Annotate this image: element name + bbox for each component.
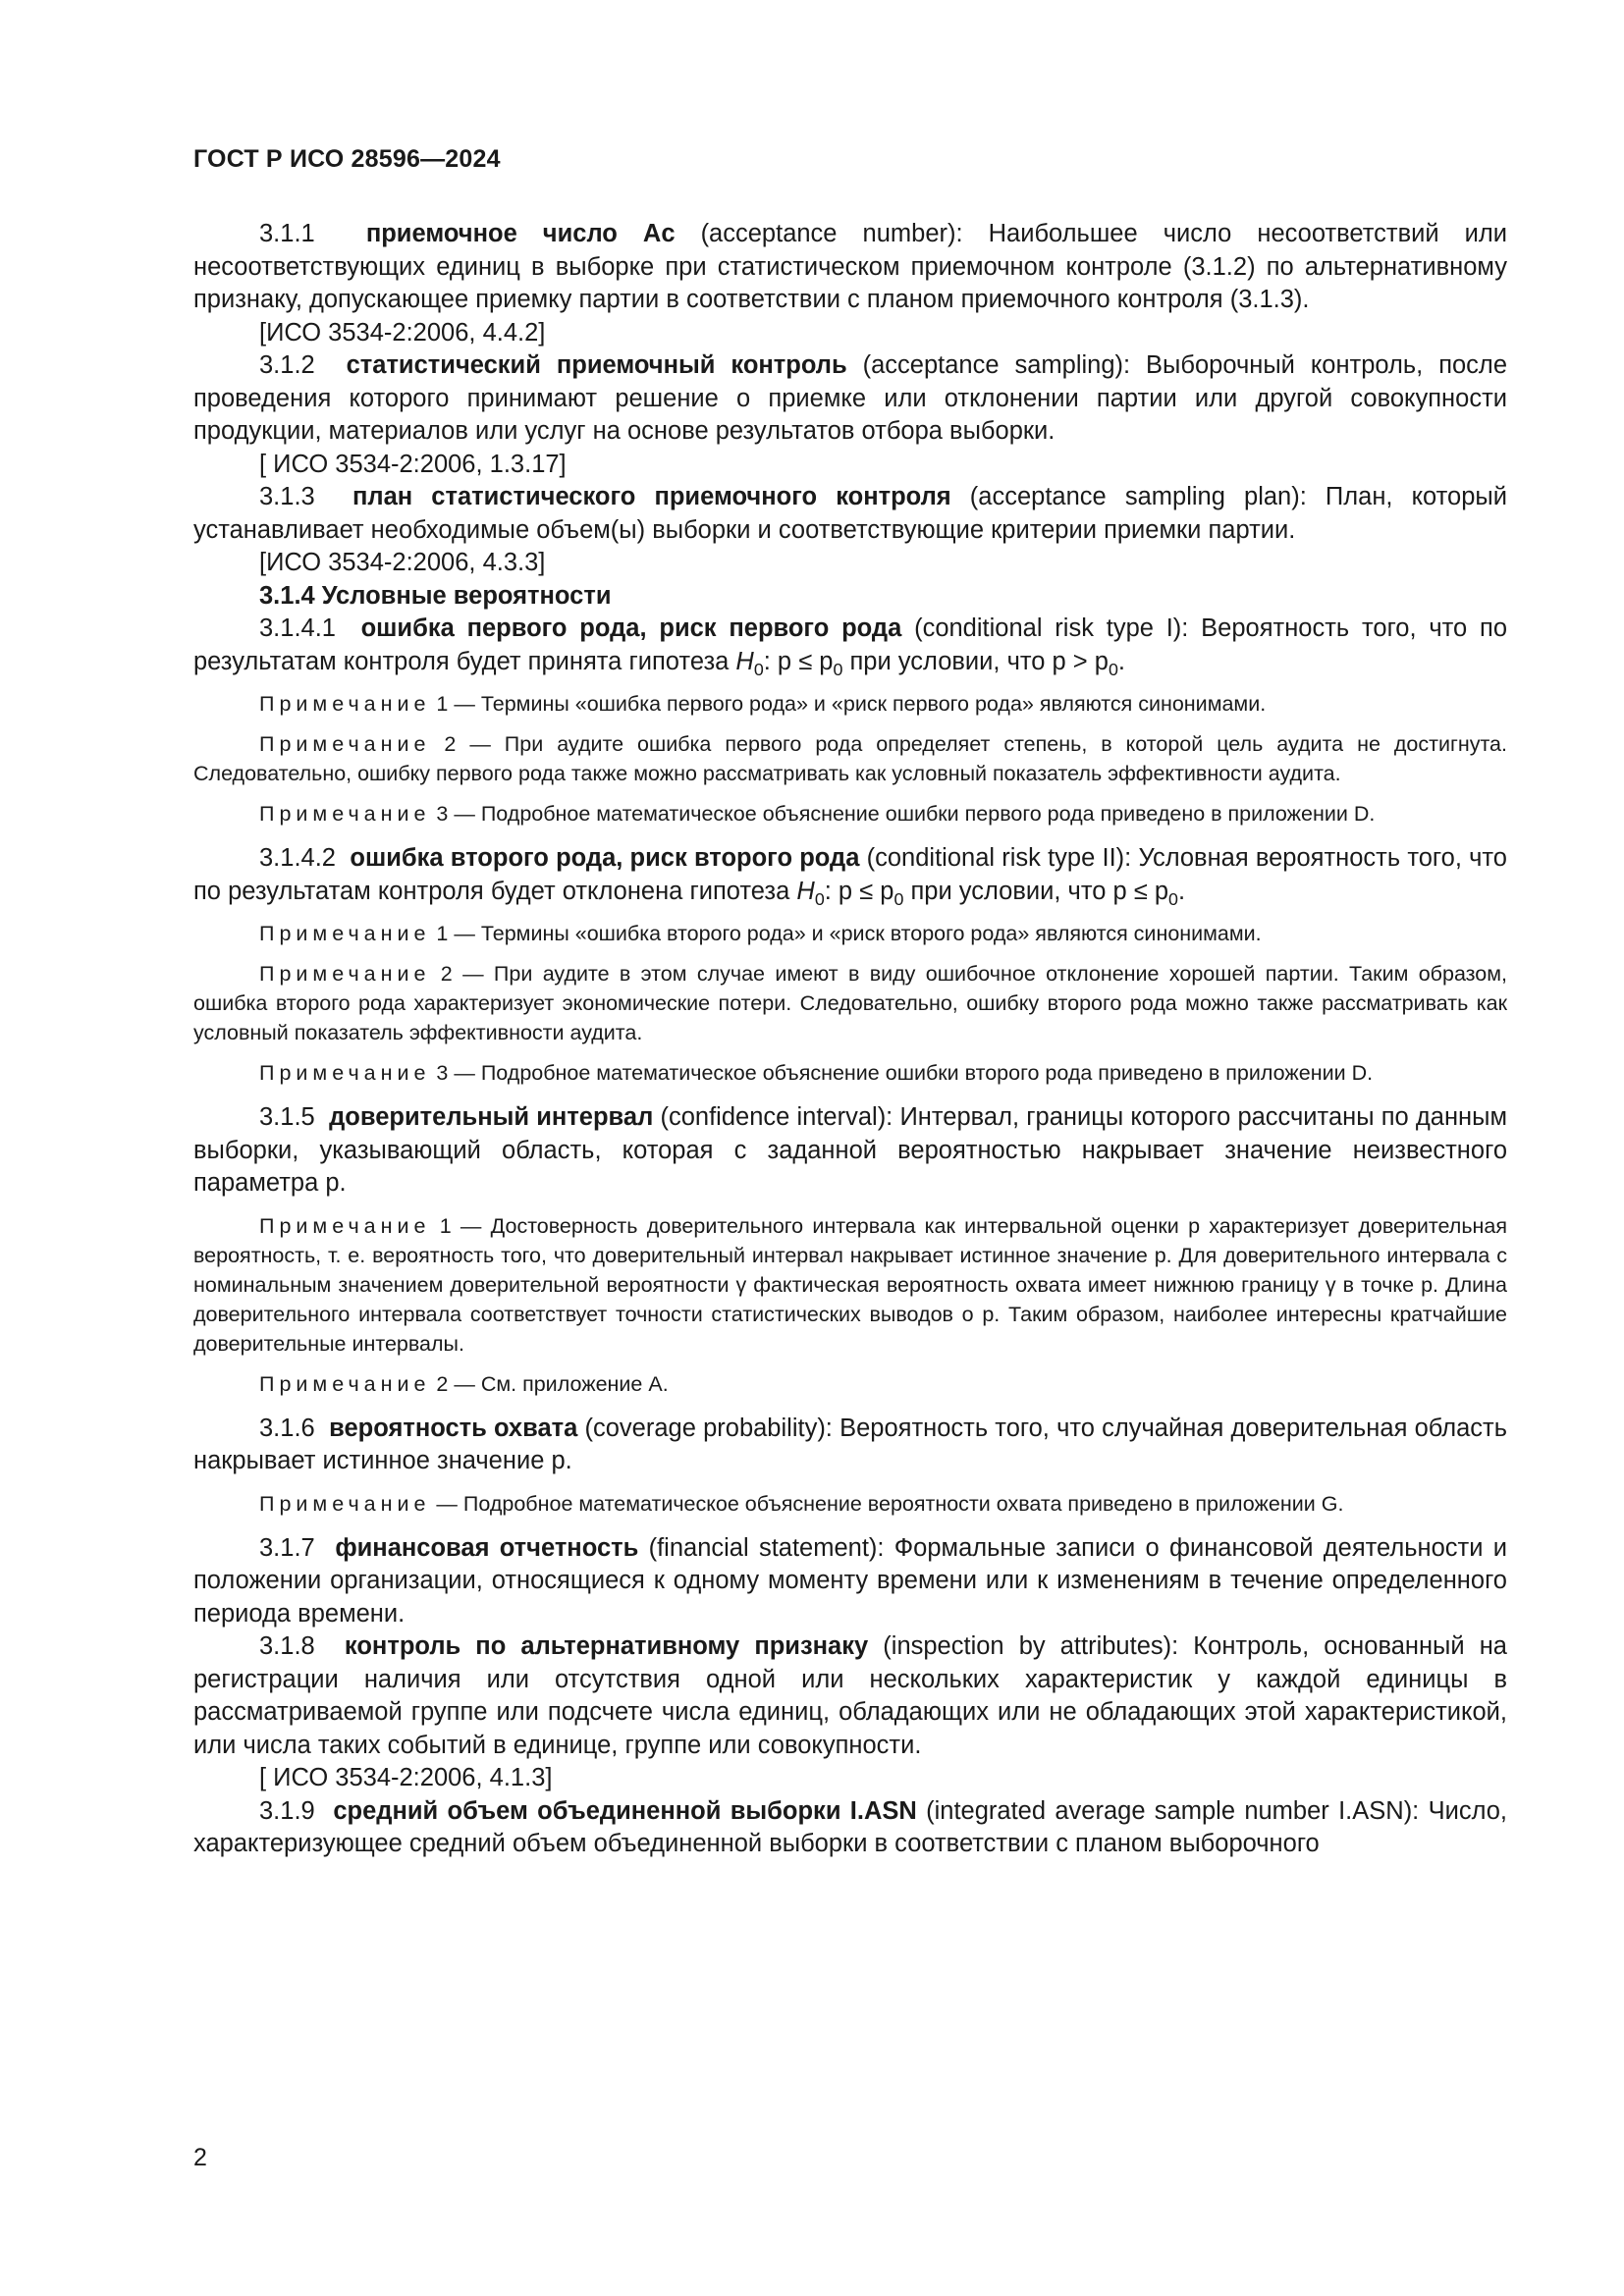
note-text: 1 — Термины «ошибка первого рода» и «риск первого рода» являются синонимами.	[430, 692, 1267, 716]
note-text: 2 — См. приложение А.	[430, 1371, 669, 1396]
term-3-1-2	[193, 349, 1507, 449]
document-header: ГОСТ Р ИСО 28596—2024	[193, 145, 501, 173]
term-number: 3.1.1	[259, 220, 315, 247]
term-3-1-6	[193, 1413, 1507, 1478]
note	[193, 729, 1507, 788]
note	[193, 1211, 1507, 1359]
term-3-1-1	[193, 218, 1507, 317]
note	[193, 799, 1507, 828]
term-title: план статистического приемочного контроля	[352, 483, 951, 510]
term-definition: (acceptance sampling): Выборочный контроль, после проведения которого принимают решение о приемке или отклонении партии или другой совокупности продукции, материалов или услуг на основе результатов отбора выборки.	[193, 351, 1507, 445]
note	[193, 959, 1507, 1047]
term-3-1-7	[193, 1532, 1507, 1631]
term-title: ошибка второго рода, риск второго рода	[350, 844, 860, 872]
note-label: Примечание	[259, 1491, 431, 1516]
note-label: Примечание	[259, 692, 431, 716]
note-text: 3 — Подробное математическое объяснение ошибки первого рода приведено в приложении D.	[430, 802, 1376, 826]
term-number: 3.1.8	[259, 1632, 315, 1660]
term-3-1-8	[193, 1630, 1507, 1762]
source-reference: [ ИСО 3534-2:2006, 1.3.17]	[259, 450, 567, 478]
note-text: 1 — Термины «ошибка второго рода» и «риск второго рода» являются синонимами.	[430, 922, 1262, 945]
note-label: Примечание	[259, 922, 431, 945]
term-number: 3.1.3	[259, 483, 315, 510]
term-title: контроль по альтернативному признаку	[344, 1632, 869, 1660]
note	[193, 1058, 1507, 1088]
term-title: ошибка первого рода, риск первого рода	[360, 614, 902, 642]
term-3-1-3	[193, 481, 1507, 547]
term-3-1-9	[193, 1795, 1507, 1861]
term-title: доверительный интервал	[329, 1103, 654, 1131]
term-title: финансовая отчетность	[335, 1533, 639, 1562]
term-title: средний объем объединенной выборки I.ASN	[333, 1796, 917, 1825]
term-definition: (conditional risk type II): Условная вероятность того, что по результатам контроля будет отклонена гипотеза	[193, 844, 1507, 905]
note-label: Примечание	[259, 1061, 431, 1085]
term-number: 3.1.9	[259, 1796, 315, 1825]
hypothesis-symbol: H	[735, 647, 754, 675]
term-title: статистический приемочный контроль	[346, 351, 847, 379]
term-definition: (coverage probability): Вероятность того, что случайная доверительная область накрывает истинное значение p.	[193, 1414, 1507, 1474]
hypothesis-symbol: H	[796, 877, 815, 905]
term-number: 3.1.4.2	[259, 844, 336, 872]
note-label: Примечание	[259, 732, 431, 756]
note-label: Примечание	[259, 1371, 431, 1396]
note-text: — Подробное математическое объяснение вероятности охвата приведено в приложении G.	[430, 1491, 1344, 1516]
document-body	[193, 218, 1507, 1861]
note	[193, 689, 1507, 719]
note-text: 2 — При аудите ошибка первого рода определяет степень, в которой цель аудита не достигнута. Следовательно, ошибку первого рода также можно рассматривать как условный показатель эффективности аудита.	[193, 732, 1507, 785]
term-title: приемочное число Ac	[365, 220, 676, 247]
term-number: 3.1.6	[259, 1414, 315, 1442]
note	[193, 919, 1507, 948]
term-title: вероятность охвата	[329, 1414, 578, 1442]
term-definition: (acceptance sampling plan): План, который устанавливает необходимые объем(ы) выборки и соответствующие критерии приемки партии.	[193, 483, 1507, 544]
note-text: 2 — При аудите в этом случае имеют в виду ошибочное отклонение хорошей партии. Таким образом, ошибка второго рода характеризует экономические потери. Следовательно, ошибку второго рода можно также рассматривать как условный показатель эффективности аудита.	[193, 962, 1507, 1044]
term-definition: (inspection by attributes): Контроль, основанный на регистрации наличия или отсутствия одной или нескольких характеристик у каждой единицы в рассматриваемой группе или подсчете числа единиц, обладающих или не обладающих этой характеристикой, или числа таких событий в единице, группе или совокупности.	[193, 1632, 1507, 1759]
note	[193, 1369, 1507, 1399]
page-number: 2	[193, 2144, 207, 2171]
term-definition: (conditional risk type I): Вероятность того, что по результатам контроля будет принята гипотеза	[193, 614, 1508, 675]
note-label: Примечание	[259, 1213, 431, 1238]
term-number: 3.1.7	[259, 1533, 315, 1562]
term-definition: (acceptance number): Наибольшее число несоответствий или несоответствующих единиц в выборке при статистическом приемочном контроле (3.1.2) по альтернативному признаку, допускающее приемку партии в соответствии с планом приемочного контроля (3.1.3).	[193, 220, 1508, 313]
term-definition: (integrated average sample number I.ASN): Число, характеризующее средний объем объединенной выборки в соответствии с планом выборочного	[193, 1796, 1507, 1857]
note-label: Примечание	[259, 802, 431, 826]
note-text: 1 — Достоверность доверительного интервала как интервальной оценки p характеризует доверительная вероятность, т. е. вероятность того, что доверительный интервал накрывает истинное значение p. Для доверительного интервала с номинальным значением доверительной вероятности γ фактическая вероятность охвата имеет нижнюю границу γ в точке p. Длина доверительного интервала соответствует точности статистических выводов о p. Таким образом, наиболее интересны кратчайшие доверительные интервалы.	[193, 1213, 1507, 1356]
source-reference: [ИСО 3534-2:2006, 4.4.2]	[259, 318, 546, 347]
term-3-1-5	[193, 1101, 1507, 1201]
term-definition: (financial statement): Формальные записи о финансовой деятельности и положении организации, относящиеся к одному моменту времени или к изменениям в течение определенного периода времени.	[193, 1533, 1508, 1628]
term-3-1-4-2: 3.1.4.2 ошибка второго рода, риск второго рода (conditional risk type II): Условная вероятность того, что по результатам контроля будет отклонена гипотеза $H_0$: $p \le p_0$ при условии, что $p \le p_0$.	[193, 844, 1507, 909]
term-number: 3.1.2	[259, 351, 315, 379]
term-number: 3.1.4.1	[259, 614, 336, 642]
source-reference: [ИСО 3534-2:2006, 4.3.3]	[259, 549, 546, 576]
term-number: 3.1.5	[259, 1103, 315, 1131]
section-heading-3-1-4: 3.1.4 Условные вероятности	[259, 581, 612, 610]
note	[193, 1489, 1507, 1519]
term-definition: (confidence interval): Интервал, границы которого рассчитаны по данным выборки, указывающий область, которая с заданной вероятностью накрывает значение неизвестного параметра p.	[193, 1103, 1507, 1197]
note-text: 3 — Подробное математическое объяснение ошибки второго рода приведено в приложении D.	[430, 1061, 1374, 1085]
term-3-1-4-1: 3.1.4.1 ошибка первого рода, риск первого рода (conditional risk type I): Вероятность того, что по результатам контроля будет принята гипотеза $H_0$: $p \le p_0$ при условии, что $p > p_0$.	[193, 614, 1508, 679]
source-reference: [ ИСО 3534-2:2006, 4.1.3]	[259, 1764, 553, 1791]
note-label: Примечание	[259, 962, 431, 986]
